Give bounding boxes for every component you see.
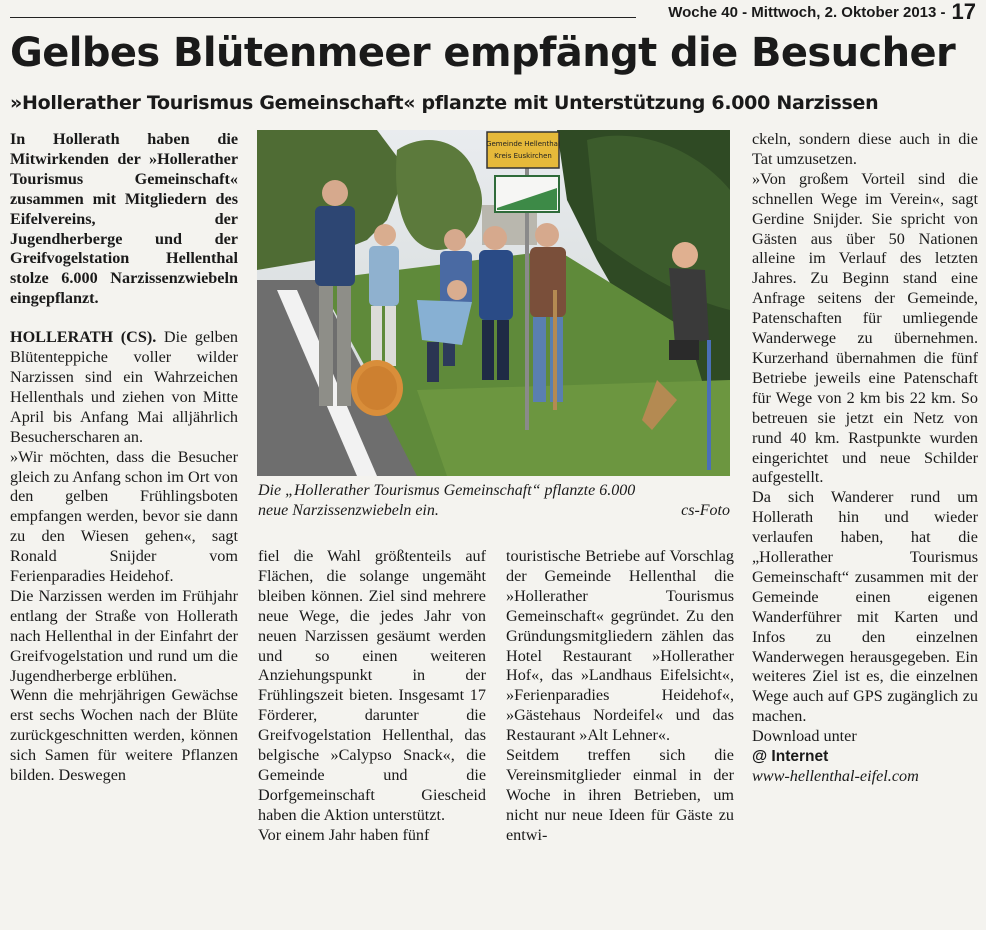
photo-grass-front [417,380,730,476]
article-column-1 [10,130,238,786]
caption-line-2: neue Narzissenzwiebeln ein. [258,501,439,519]
photo-sign-text-2: Kreis Euskirchen [494,152,552,160]
dateline: HOLLERATH (CS). [10,328,157,347]
internet-label: @ Internet [752,748,829,766]
body-paragraph: ckeln, sondern diese auch in die Tat umzusetzen. [752,130,978,168]
body-paragraph: »Von großem Vorteil sind die schnellen Wege im Verein«, sagt Gerdine Snijder. Sie spricht von Gästen aus über 50 Nationen alleine im Verlauf des letzten Jahres. Zu Beginn stand eine Anfrage seitens der Gemeinde, Patenschaften für umliegende Wanderwege zu übernehmen. Kurzerhand übernahmen die fünf Betriebe jeweils eine Patenschaft für Wege von 2 km bis 22 km. So betreuen sie jetzt ein Netz von rund 40 km. Rastpunkte wurden eingerichtet und neue Schilder aufgestellt. [752,169,978,487]
page-number: 17 [951,0,976,24]
body-paragraph: Die Narzissen werden im Frühjahr entlang der Straße von Hollerath nach Hellenthal in der Einfahrt der Greifvogelstation und rund um die Jugendherberge erblühen. [10,586,238,685]
article-column-3 [506,547,734,846]
photo-caption [258,481,730,520]
body-paragraph: Seitdem treffen sich die Vereinsmitglieder einmal in der Woche in ihren Betrieben, um nicht nur neue Ideen für Gäste zu entwi- [506,746,734,844]
body-paragraph: touristische Betriebe auf Vorschlag der Gemeinde Hellenthal die »Hollerather Tourismus Gemeinschaft« gegründet. Zu den Gründungsmitgliedern zählen das Hotel Restaurant »Hollerather Hof«, das »Landhaus Eifelsicht«, »Ferienparadies Heidehof«, »Gästehaus Nordeifel« und das Restaurant »Alt Lehner«. [506,547,734,745]
article-column-4 [752,130,978,787]
photo-sign-text-1: Gemeinde Hellenthal [486,140,560,148]
issue-date: Woche 40 - Mittwoch, 2. Oktober 2013 - [668,3,946,21]
subheadline: »Hollerather Tourismus Gemeinschaft« pflanzte mit Unterstützung 6.000 Narzissen [10,92,879,114]
web-address-link[interactable]: www-hellenthal-eifel.com [752,767,919,785]
issue-info [646,1,976,23]
body-paragraph: fiel die Wahl größtenteils auf Flächen, die solange ungemäht bleiben können. Ziel sind mehrere neue Wege, die jedes Jahr von neuen Narzissen gesäumt werden und so einen weiteren Anziehungspunkt in der Frühlingszeit bieten. Insgesamt 17 Förderer, darunter die Greifvogelstation Hellenthal, das belgische »Calypso Snack«, die Gemeinde und die Dorfgemeinschaft Giescheid haben die Aktion unterstützt. [258,547,486,824]
header-rule [10,17,636,18]
photo-town-sign [487,132,559,168]
body-text: Die gelben Blütenteppiche voller wilder Narzissen sind ein Wahrzeichen Hellenthals und ziehen von Mitte April bis Anfang Mai alljährlich Besucherscharen an. [10,328,238,446]
caption-line-1: Die „Hollerather Tourismus Gemeinschaft“ pflanzte 6.000 [258,482,636,499]
body-paragraph [10,328,238,447]
article-column-2 [258,547,486,846]
body-paragraph: »Wir möchten, dass die Besucher gleich zu Anfang schon im Ort von den gelben Frühlingsboten empfangen werden, bevor sie dann zu den Wiesen gehen«, sagt Ronald Snijder vom Ferienparadies Heidehof. [10,447,238,586]
headline: Gelbes Blütenmeer empfängt die Besucher [10,30,956,76]
body-paragraph: Wenn die mehrjährigen Gewächse erst sechs Wochen nach der Blüte zurückgeschnitten werden, können sich Samen für weitere Pflanzen bilden. Deswegen [10,686,238,785]
lead-paragraph: In Hollerath haben die Mitwirkenden der »Hollerather Tourismus Gemeinschaft« zusammen mit Mitgliedern des Eifelvereins, der Jugendherberge und der Greifvogelstation Hellenthal stolze 6.000 Narzissenzwiebeln eingepflanzt. [10,130,238,308]
photo-illustration [257,130,730,476]
body-paragraph: Vor einem Jahr haben fünf [258,825,430,844]
article-photo [257,130,730,476]
photo-credit: cs-Foto [681,501,730,519]
body-paragraph: Download unter [752,727,857,746]
body-paragraph: Da sich Wanderer rund um Hollerath hin und wieder verlaufen haben, hat die „Hollerather Tourismus Gemeinschaft“ zusammen mit der Gemeinde einen eigenen Wanderführer mit Karten und Infos zu den einzelnen Wanderwegen herausgegeben. Ein weiteres Ziel ist es, die einzelnen Wege auch auf GPS zugänglich zu machen. [752,488,978,726]
